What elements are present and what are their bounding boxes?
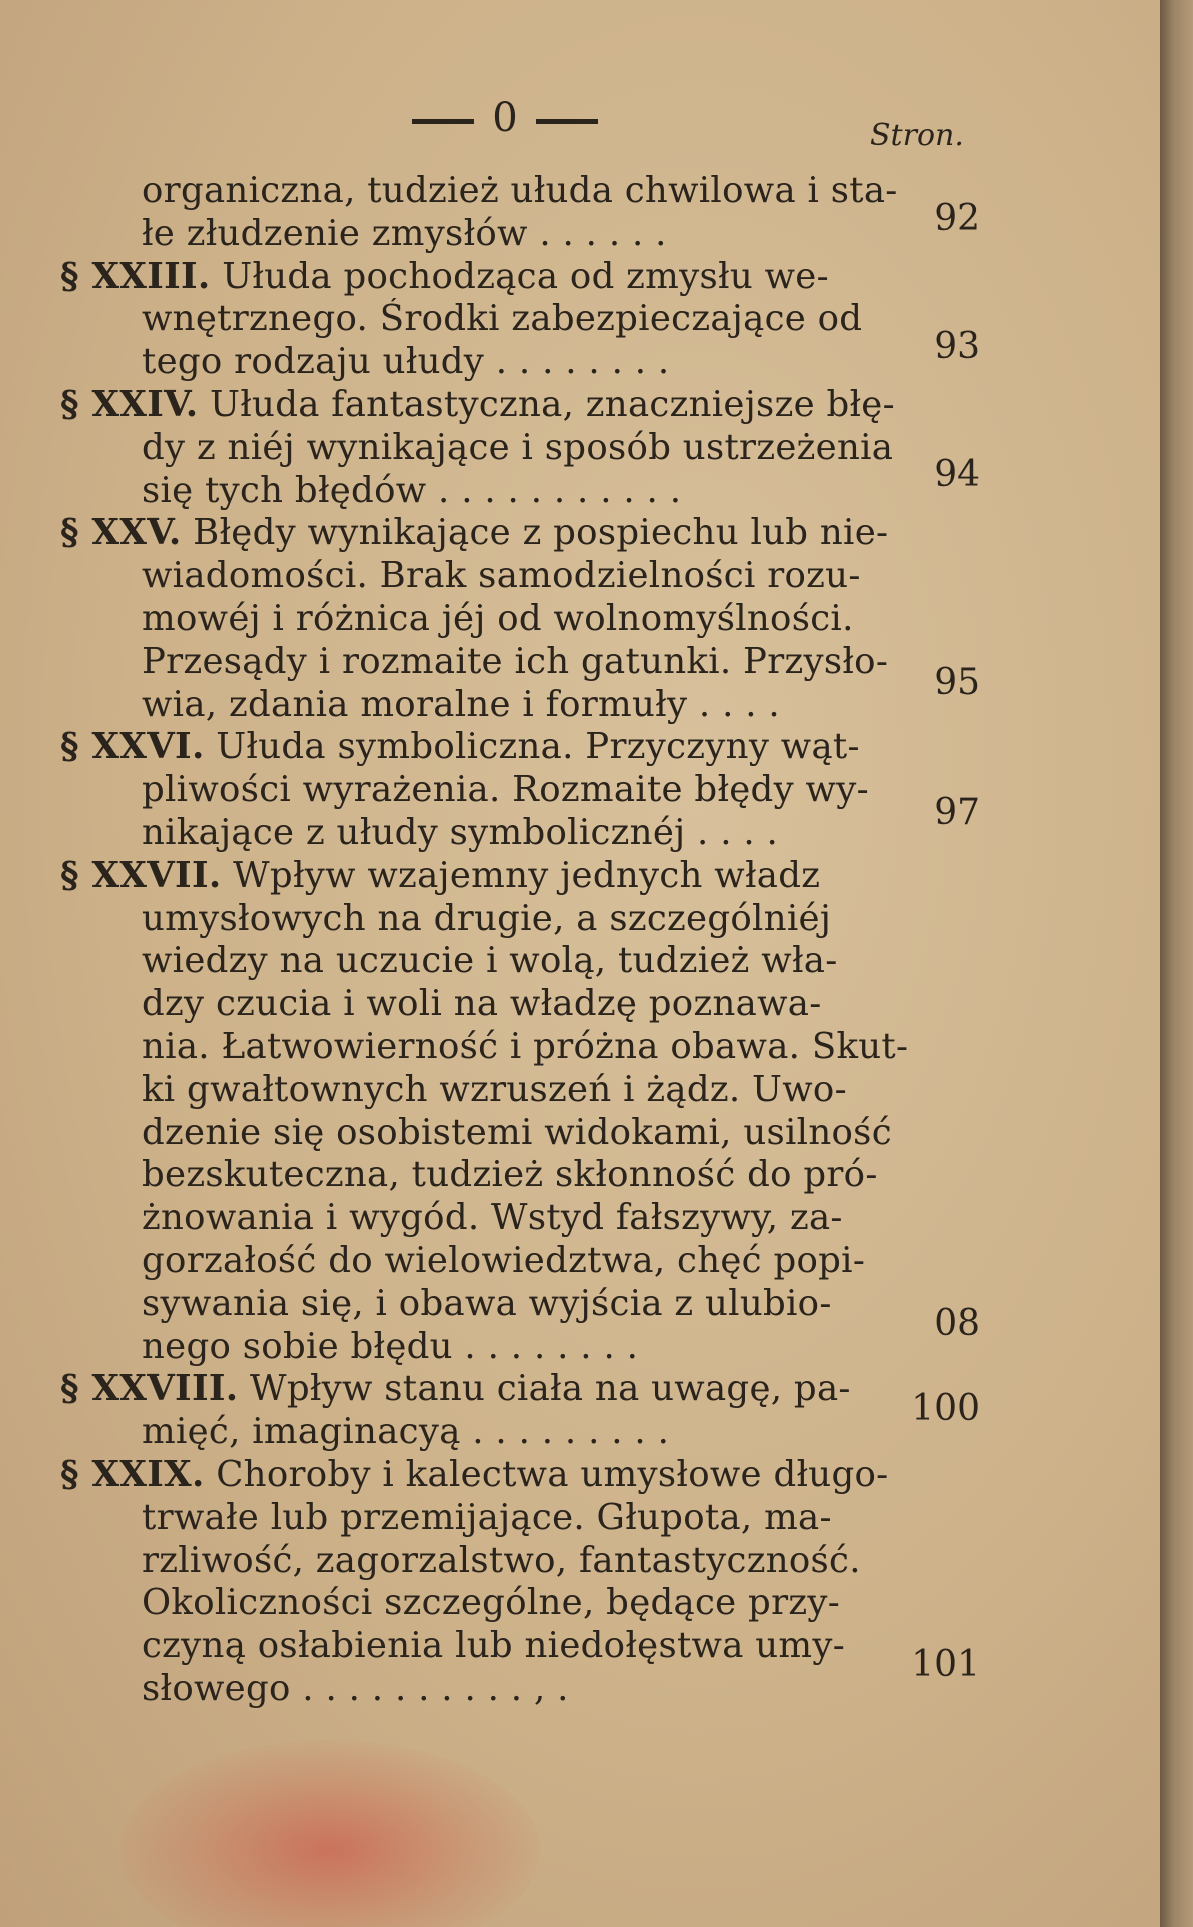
entry-line: Wpływ stanu ciała na uwagę, pa- bbox=[250, 1368, 851, 1410]
entry-first-line bbox=[60, 855, 980, 898]
entry-line: Ułuda pochodząca od zmysłu we- bbox=[222, 255, 829, 297]
red-stain bbox=[120, 1740, 540, 1927]
entry-line: Przesądy i rozmaite ich gatunki. Przysło- bbox=[142, 640, 889, 682]
entry-first-line bbox=[60, 726, 980, 769]
entry-line: czyną osłabienia lub niedołęstwa umy- bbox=[142, 1625, 846, 1667]
entry-line: tego rodzaju ułudy . . . . . . . . bbox=[142, 341, 670, 383]
entry-page-number: 100 bbox=[911, 1388, 980, 1430]
page-number: 0 bbox=[492, 95, 518, 141]
entry-line: Choroby i kalectwa umysłowe długo- bbox=[216, 1453, 889, 1495]
entry-line: gorzałość do wielowiedztwa, chęć popi- bbox=[142, 1239, 866, 1281]
toc-entry bbox=[60, 256, 980, 384]
entry-line: łe złudzenie zmysłów . . . . . . bbox=[142, 212, 667, 254]
entry-line: dy z niéj wynikające i sposób ustrzeżenia bbox=[142, 426, 894, 468]
section-number: § XXV. bbox=[60, 512, 182, 554]
entry-line: umysłowych na drugie, a szczególniéj bbox=[142, 897, 832, 939]
entry-page-number: 97 bbox=[934, 792, 980, 834]
header-dash-right bbox=[536, 119, 598, 124]
entry-line: dzy czucia i woli na władzę poznawa- bbox=[142, 983, 822, 1025]
toc-entry bbox=[60, 1368, 980, 1454]
entry-page-number: 94 bbox=[934, 453, 980, 495]
entry-line: ki gwałtownych wzruszeń i żądz. Uwo- bbox=[142, 1068, 847, 1110]
toc-entry bbox=[60, 384, 980, 512]
table-of-contents bbox=[60, 170, 980, 1711]
entry-line: mowéj i różnica jéj od wolnomyślności. bbox=[142, 597, 854, 639]
toc-entry bbox=[60, 512, 980, 726]
entry-line: wiedzy na uczucie i wolą, tudzież wła- bbox=[142, 940, 838, 982]
entry-line: nia. Łatwowierność i próżna obawa. Skut- bbox=[142, 1025, 909, 1067]
entry-line: organiczna, tudzież ułuda chwilowa i sta- bbox=[142, 170, 898, 211]
toc-entry bbox=[60, 855, 980, 1369]
entry-page-number: 08 bbox=[934, 1302, 980, 1344]
entry-line: Wpływ wzajemny jednych władz bbox=[233, 854, 821, 896]
entry-line: mięć, imaginacyą . . . . . . . . . bbox=[142, 1411, 670, 1453]
entry-line: wiadomości. Brak samodzielności rozu- bbox=[142, 555, 861, 597]
entry-line: Okoliczności szczególne, będące przy- bbox=[142, 1582, 841, 1624]
toc-entry bbox=[60, 170, 980, 256]
entry-line: bezskuteczna, tudzież skłonność do pró- bbox=[142, 1154, 878, 1196]
column-label: Stron. bbox=[870, 118, 964, 153]
section-number: § XXIII. bbox=[60, 255, 211, 297]
entry-line: Ułuda symboliczna. Przyczyny wąt- bbox=[216, 726, 860, 768]
section-number: § XXIV. bbox=[60, 383, 199, 425]
page-header bbox=[390, 88, 620, 148]
header-dash-left bbox=[412, 119, 474, 124]
entry-line: nego sobie błędu . . . . . . . . bbox=[142, 1325, 639, 1367]
entry-line: Błędy wynikające z pospiechu lub nie- bbox=[193, 512, 889, 554]
section-number: § XXVI. bbox=[60, 726, 205, 768]
toc-entry bbox=[60, 726, 980, 854]
entry-line: rzliwość, zagorzalstwo, fantastyczność. bbox=[142, 1539, 861, 1581]
entry-line: wia, zdania moralne i formuły . . . . bbox=[142, 683, 781, 725]
entry-line: trwałe lub przemijające. Głupota, ma- bbox=[142, 1496, 832, 1538]
entry-first-line bbox=[60, 1368, 980, 1411]
entry-line: pliwości wyrażenia. Rozmaite błędy wy- bbox=[142, 769, 869, 811]
section-number: § XXVIII. bbox=[60, 1368, 239, 1410]
entry-line: się tych błędów . . . . . . . . . . . bbox=[142, 469, 682, 511]
entry-line: słowego . . . . . . . . . . , . bbox=[142, 1667, 569, 1709]
entry-line: żnowania i wygód. Wstyd fałszywy, za- bbox=[142, 1197, 843, 1239]
entry-line: dzenie się osobistemi widokami, usilność bbox=[142, 1111, 892, 1153]
entry-line: wnętrznego. Środki zabezpieczające od bbox=[142, 298, 863, 340]
entry-page-number: 101 bbox=[911, 1643, 980, 1685]
toc-entry bbox=[60, 1454, 980, 1711]
entry-line: Ułuda fantastyczna, znaczniejsze błę- bbox=[210, 383, 895, 425]
entry-page-number: 93 bbox=[934, 325, 980, 367]
entry-first-line bbox=[60, 384, 980, 427]
section-number: § XXVII. bbox=[60, 854, 222, 896]
entry-page-number: 95 bbox=[934, 662, 980, 704]
entry-first-line bbox=[60, 512, 980, 555]
entry-page-number: 92 bbox=[934, 198, 980, 239]
section-number: § XXIX. bbox=[60, 1453, 205, 1495]
page-edge bbox=[1160, 0, 1193, 1927]
entry-first-line bbox=[60, 256, 980, 299]
entry-line: sywania się, i obawa wyjścia z ulubio- bbox=[142, 1282, 832, 1324]
entry-line: nikające z ułudy symbolicznéj . . . . bbox=[142, 811, 779, 853]
entry-first-line bbox=[60, 1454, 980, 1497]
